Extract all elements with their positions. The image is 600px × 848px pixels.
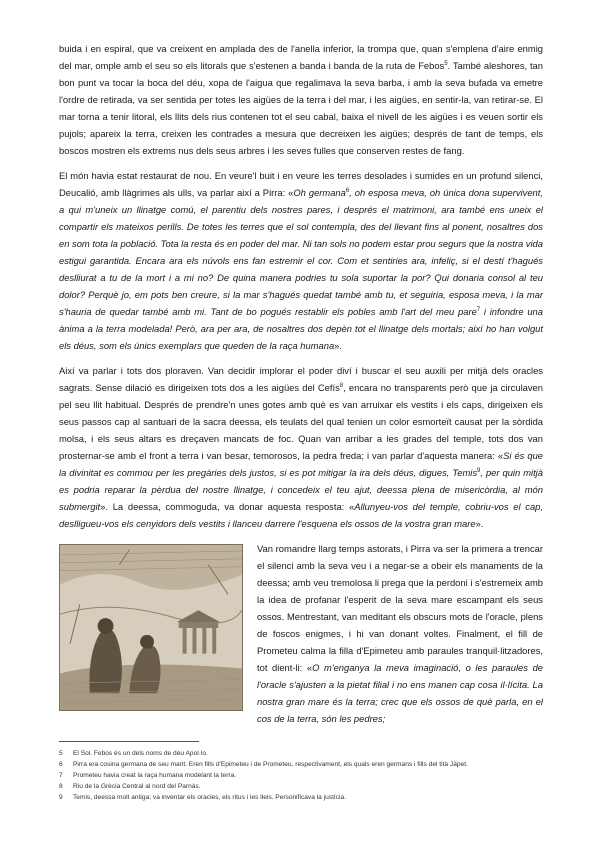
footnotes — [59, 748, 543, 803]
footnote-ref-5[interactable]: 5 — [444, 60, 448, 67]
document-page — [59, 40, 543, 803]
paragraph-4: Van romandre llarg temps astorats, i Pirra va ser la primera a trencar el silenci amb la seva veu i a negar-se a obeir els manaments de la deessa; amb veu tremolosa li prega que la perdoni i s'estremeix amb la idea de profanar l'esperit de la seva mare escampant els seus ossos. Mentrestant, van meditant els obscurs mots de l'oracle, plens de foscos enigmes, i hi van donant voltes. Finalment, el fill de Prometeu calma la filla d'Epimeteu amb paraules tranquil·litzadores, tot dient-li: «O m'enganya la meva imaginació, o les paraules de l'oracle s'ajusten a la pietat filial i no ens manen cap cosa il·lícita. La nostra gran mare és la terra; crec que els ossos de què parla, en el cos de la terra, són les pedres; — [257, 543, 543, 724]
paragraph-1: buida i en espiral, que va creixent en amplada des de l'anella inferior, la trompa que, quan s'emplena d'aire enmig del mar, omple amb el seu so els litorals que s'estenen a banda i banda de la ruta de Febos$^5$. També aleshores, tan bon punt va tocar la boca del déu, xopa de l'aigua que regalimava la seva barba, i amb la seva bufada va emetre l'ordre de retirada, va ser sentida per totes les aigües de la terra i del mar, i les aigües, en sentir-la, van retirar-se. El mar torna a tenir litoral, els llits dels rius contenen tot el seu cabal, baixa el nivell de les aigües i es veuen sortir els pujols; apareix la terra, creixen les contrades a mesura que decreixen les aigües; després de tant de temps, els boscos mostren els extrems nus dels seus arbres i les seves fulles que conserven restes de fang. — [59, 43, 543, 156]
footnote-ref-8[interactable]: 8 — [339, 382, 344, 389]
paragraph-2: El món havia estat restaurat de nou. En veure'l buit i en veure les terres desolades i sumides en un profund silenci, Deucalió, amb llàgrimes als ulls, va parlar així a Pirra: «Oh germana$^6$, oh esposa meva, oh única dona supervivent, a qui m'uneix un llinatge comú, el parentiu dels nostres pares, i després el matrimoni, ara també ens uneix el compartir els mateixos perills. De totes les terres que el sol contempla, des del llevant fins al ponent, nosaltres dos en som tota la població. Tota la resta és en poder del mar. Ni tan sols no podem estar prou segurs que la nostra vida estigui garantida. Encara ara els núvols ens fan estremir el cor. Com et sentiries ara, infeliç, si el destí t'hagués deslliurat a tu de la mort i a mi no? De quina manera podries tu sola suportar la por? Qui donaria consol al teu dolor? Perquè jo, em pots ben creure, si la mar s'hagués quedat també amb tu, et seguiria, esposa meva, i la mar s'hauria de quedar també amb mi. Tant de bo pogués restablir els pobles amb l'art del meu pare$^7$ i infondre una ànima a la terra modelada! Però, ara per ara, de nosaltres dos depèn tot el llinatge dels mortals; així ho han volgut els déus, som els únics exemplars que queden de la raça humana». — [59, 170, 543, 351]
footnote-item: 9 Temis, deessa molt antiga; va inventar els oracles, els ritus i les lleis. Personificava la justícia. — [59, 794, 347, 801]
footnote-item: 7 Prometeu havia creat la raça humana modelant la terra. — [59, 772, 237, 779]
footnote-divider — [59, 741, 199, 742]
footnote-ref-7[interactable]: 7 — [476, 306, 481, 313]
engraving-drawing — [60, 545, 242, 710]
engraving-illustration — [59, 544, 243, 711]
footnote-ref-6[interactable]: 6 — [345, 187, 350, 194]
paragraph-4-with-figure — [59, 540, 543, 727]
footnote-item: 8 Riu de la Grècia Central al nord del Parnàs. — [59, 783, 201, 790]
paragraph-3: Així va parlar i tots dos ploraven. Van decidir implorar el poder diví i buscar el seu auxili per mitjà dels oracles sagrats. Sense dilació es dirigeixen tots dos a les aigües del Cefís$^8$, encara no transparents però que ja circulaven pel seu llit habitual. Després de prendre'n unes gotes amb què es van arruixar els vestits i els caps, dirigeixen els seus passos cap al santuari de la sacra deessa, els teulats del qual tenien un color esmorteït causat per la sòrdida molsa, i els seus altars es dreçaven mancats de foc. Quan van arribar a les grades del temple, tots dos van prosternar-se amb el front a terra i van besar, temorosos, la pedra freda; i van parlar d'aquesta manera: «Si és que la divinitat es commou per les pregàries dels justos, si es pot mitigar la ira dels déus, digues, Temis$^9$, per quin mitjà es podria reparar la pèrdua del nostre llinatge, i concedeix el teu ajut, deessa plena de misericòrdia, al món submergit». La deessa, commoguda, va donar aquesta resposta: «Allunyeu-vos del temple, cobriu-vos el cap, deslligueu-vos els cenyidors dels vestits i llanceu darrere l'esquena els ossos de la vostra gran mare». — [59, 365, 543, 529]
footnote-item: 6 Pirra era cosina germana de seu marit. Eren fills d'Epimeteu i de Prometeu, respectivament, els quals eren germans i fills del tità Jàpet. — [59, 761, 468, 768]
footnote-ref-9[interactable]: 9 — [477, 467, 481, 474]
footnote-item: 5 El Sol. Febos és un dels noms de déu Apol·lo. — [59, 750, 208, 757]
